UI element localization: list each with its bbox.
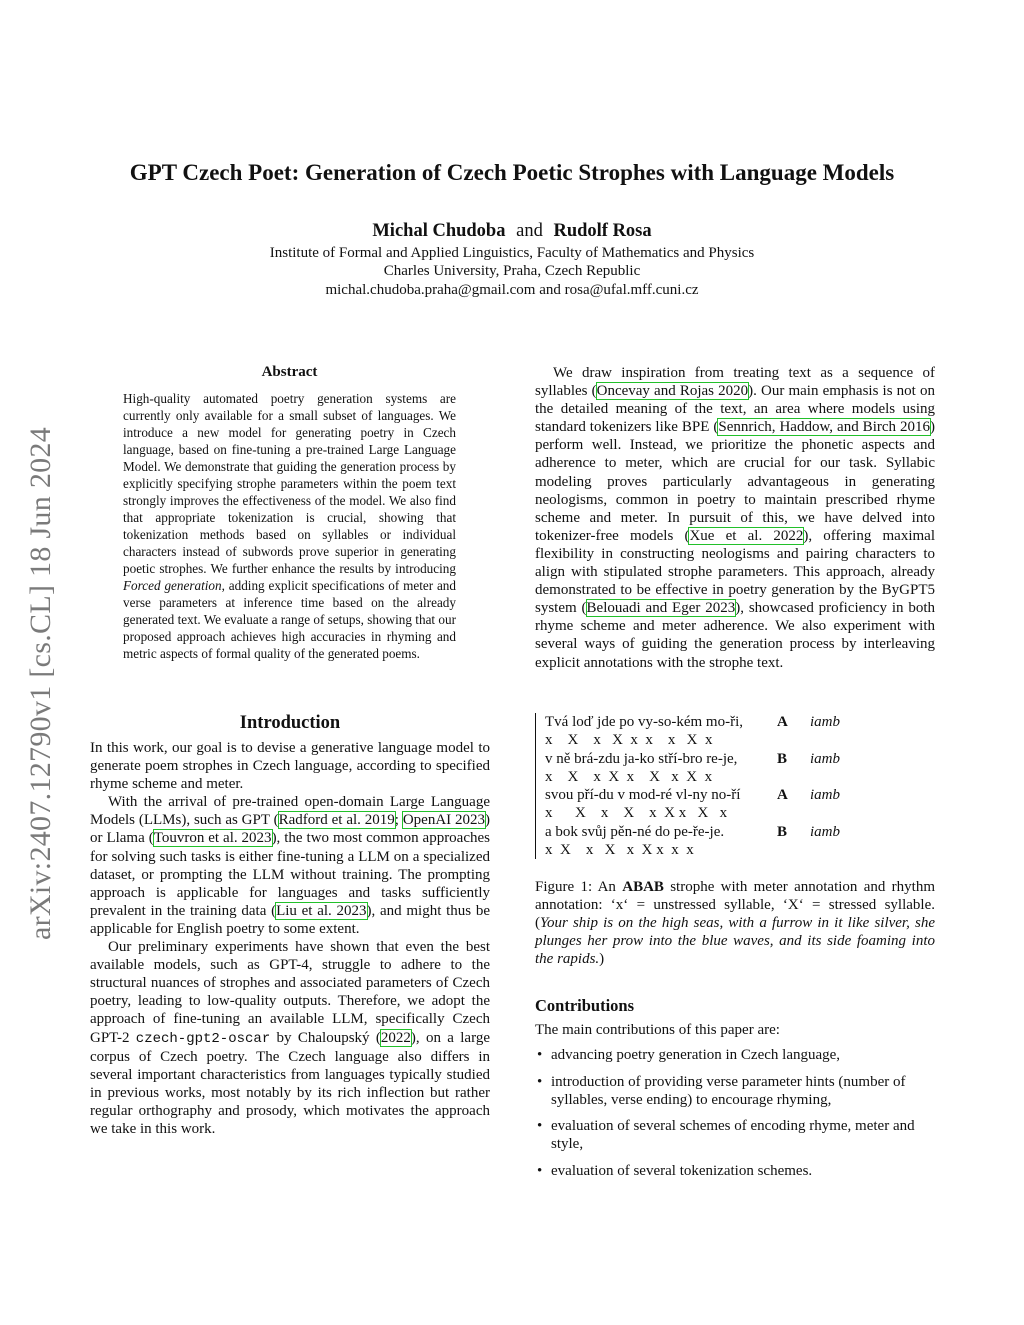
stress-pattern: x X x X x X x x x [545, 842, 694, 859]
abstract-heading: Abstract [261, 364, 318, 380]
list-item: • introduction of providing verse parameter hints (number of syllables, verse ending) to encourage rhyming, [535, 1073, 935, 1109]
stress-pattern: x X x X x x x X x [545, 732, 713, 749]
author-line [0, 221, 1024, 242]
poem-row [545, 841, 945, 859]
stress-pattern: x X x X x X x X x [545, 768, 713, 785]
rhyme-label [777, 731, 810, 749]
abstract-italic: Forced generation [123, 578, 222, 593]
contributions-heading: Contributions [535, 996, 635, 1015]
author-conj: and [516, 221, 543, 241]
citation-link[interactable]: Radford et al. 2019 [278, 812, 395, 829]
model-name-code: czech-gpt2-oscar [135, 1030, 271, 1047]
caption-end: ) [599, 951, 605, 968]
citation-link[interactable]: 2022 [380, 1029, 411, 1046]
rhyme-label: B [777, 750, 788, 767]
right-text-b: ). Our main emphasis is not on the detailed meaning of the text, an area where models using standard tokenizers like BPE ( [535, 383, 935, 436]
verse-text: v ně brá-zdu ja-ko stří-bro re-je, [545, 750, 738, 767]
poem-row [545, 768, 945, 786]
contributions-list [535, 1046, 935, 1188]
meter-label: iamb [810, 714, 840, 730]
citation-link[interactable]: Touvron et al. 2023 [153, 830, 272, 847]
right-text-a: We draw inspiration from treating text as a sequence of syllables ( [535, 365, 935, 400]
author-second: Rudolf Rosa [553, 221, 652, 241]
citation-link[interactable]: Xue et al. 2022 [689, 527, 804, 544]
list-item: • evaluation of several tokenization schemes. [535, 1162, 935, 1180]
rhyme-label: A [777, 714, 788, 730]
affiliation-line-2: Charles University, Praha, Czech Republic [383, 263, 641, 279]
caption-label: Figure 1: An [535, 879, 623, 895]
email-line: michal.chudoba.praha@gmail.com and rosa@ufal.mff.cuni.cz [325, 282, 699, 298]
rhyme-label [777, 768, 810, 786]
citation-link[interactable]: Sennrich, Haddow, and Birch 2016 [718, 419, 930, 436]
intro-p3-text-c: ), on a large corpus of Czech poetry. The Czech language also differs in several important characteristics from languages typically studied in previous works, most notably by its rich inflection but rather regular orthography and prosody, which motivates the approach we take in this work. [90, 1029, 490, 1137]
intro-p3-text-a: Our preliminary experiments have shown that even the best available models, such as GPT-4, struggle to adhere to the structural nuances of strophes and associated parameters of Czech poetry, leading to low-quality outputs. Therefore, we adopt the approach of fine-tuning an available LLM, specifically Czech GPT-2 [90, 939, 490, 1046]
author-first: Michal Chudoba [372, 221, 506, 241]
poem-row [545, 750, 945, 768]
intro-paragraph-2 [90, 793, 490, 938]
citation-link[interactable]: Liu et al. 2023 [276, 902, 367, 919]
arxiv-stamp: arXiv:2407.12790v1 [cs.CL] 18 Jun 2024 [24, 426, 57, 940]
rhyme-label [777, 804, 810, 822]
rhyme-label: A [777, 787, 788, 804]
verse-text: a bok svůj pěn-né do pe-ře-je. [545, 823, 725, 840]
intro-p2-text-c: ), the two most common approaches for solving such tasks is either fine-tuning a LLM on a specialized dataset, or prompting the LLM without training. The prompting approach is applicable for languages and tasks sufficiently prevalent in the training data ( [90, 830, 490, 919]
abstract-text [123, 390, 456, 662]
paper-title: GPT Czech Poet: Generation of Czech Poetic Strophes with Language Models [129, 160, 895, 185]
introduction-heading: Introduction [239, 713, 341, 733]
rhyme-label [777, 841, 810, 859]
right-text-c: ) perform well. Instead, we prioritize the phonetic aspects and adherence to meter, which are crucial for our task. Syllabic modeling proves particularly advantageous in generating neologisms, common in poetry to maintain prescribed rhyme scheme and meter. In pursuit of this, we have delved into tokenizer-free models ( [535, 419, 935, 544]
caption-bold: ABAB [622, 879, 664, 895]
abstract-part-1: High-quality automated poetry generation systems are currently only available for a small subset of languages. We introduce a new model for generating poetry in Czech language, based on fine-tuning a pre-trained Large Language Model. We demonstrate that guiding the generation process by explicitly specifying strophe parameters within the poem text strongly improves the effectiveness of the model. We also find that appropriate tokenization is crucial, showing that tokenization methods based on syllables or individual characters instead of subwords prove superior in generating poetic strophes. We further enhance the results by introducing [123, 391, 456, 576]
right-text-e: ), showcased proficiency in both rhyme scheme and meter adherence. We also experiment with several ways of guiding the generation process by interleaving explicit annotations with the strophe text. [535, 600, 936, 671]
meter-label: iamb [810, 823, 840, 840]
intro-paragraph-3 [90, 938, 490, 1138]
intro-p2-text-b: ) or Llama ( [90, 812, 491, 847]
introduction-body [90, 739, 490, 1138]
figure-caption [535, 878, 935, 968]
caption-translation: Your ship is on the high seas, with a furrow in it like silver, she plunges her prow into the blue waves, and its side foaming into the rapids. [535, 915, 935, 968]
meter-label: iamb [810, 787, 840, 804]
contributions-intro: The main contributions of this paper are: [535, 1022, 780, 1038]
meter-label: iamb [810, 750, 840, 767]
citation-link[interactable]: Belouadi and Eger 2023 [586, 600, 736, 617]
right-text-d: ), offering maximal flexibility in constructing neologisms and pairing characters to align with stipulated strophe parameters. This approach, already demonstrated to be effective in poetry generation by the ByGPT5 system ( [535, 527, 935, 617]
stress-pattern: x X x X x X x X x [545, 805, 728, 822]
poem-row [545, 713, 945, 731]
intro-p2-text-a: With the arrival of pre-trained open-domain Large Language Models (LLMs), such as GPT ( [90, 794, 490, 829]
citation-link[interactable]: OpenAI 2023 [402, 812, 486, 829]
verse-text: Tvá loď jde po vy-so-kém mo-ři, [545, 714, 743, 730]
poem-row [545, 786, 945, 804]
intro-p2-sep: ; [394, 812, 403, 829]
caption-text: strophe with meter annotation and rhythm annotation: ‘x‘ = unstressed syllable, ‘X‘ = stressed syllable. ( [535, 879, 935, 932]
poem-row [545, 731, 945, 749]
citation-link[interactable]: Oncevay and Rojas 2020 [596, 383, 749, 400]
abstract-part-2: , adding explicit specifications of meter and verse parameters at inference time based on the already generated text. We evaluate a range of setups, showing that our proposed approach achieves high accuracies in rhyming and metric aspects of formal quality of the generated poems. [123, 578, 456, 661]
affiliation-line-1: Institute of Formal and Applied Linguistics, Faculty of Mathematics and Physics [269, 245, 755, 261]
list-item: • advancing poetry generation in Czech language, [535, 1046, 935, 1064]
poem-figure [535, 713, 945, 859]
list-item: • evaluation of several schemes of encoding rhyme, meter and style, [535, 1117, 935, 1153]
poem-row [545, 823, 945, 841]
intro-paragraph-1: In this work, our goal is to devise a generative language model to generate poem strophes in Czech language, according to specified rhyme scheme and meter. [90, 740, 490, 793]
intro-p2-text-d: ), and might thus be applicable for English poetry to some extent. [90, 902, 490, 937]
verse-text: svou pří-du v mod-ré vl-ny no-ří [545, 787, 741, 804]
right-paragraph [535, 364, 935, 672]
intro-p3-text-b: by Chaloupský ( [270, 1029, 381, 1046]
poem-row [545, 804, 945, 822]
rhyme-label: B [777, 823, 788, 840]
